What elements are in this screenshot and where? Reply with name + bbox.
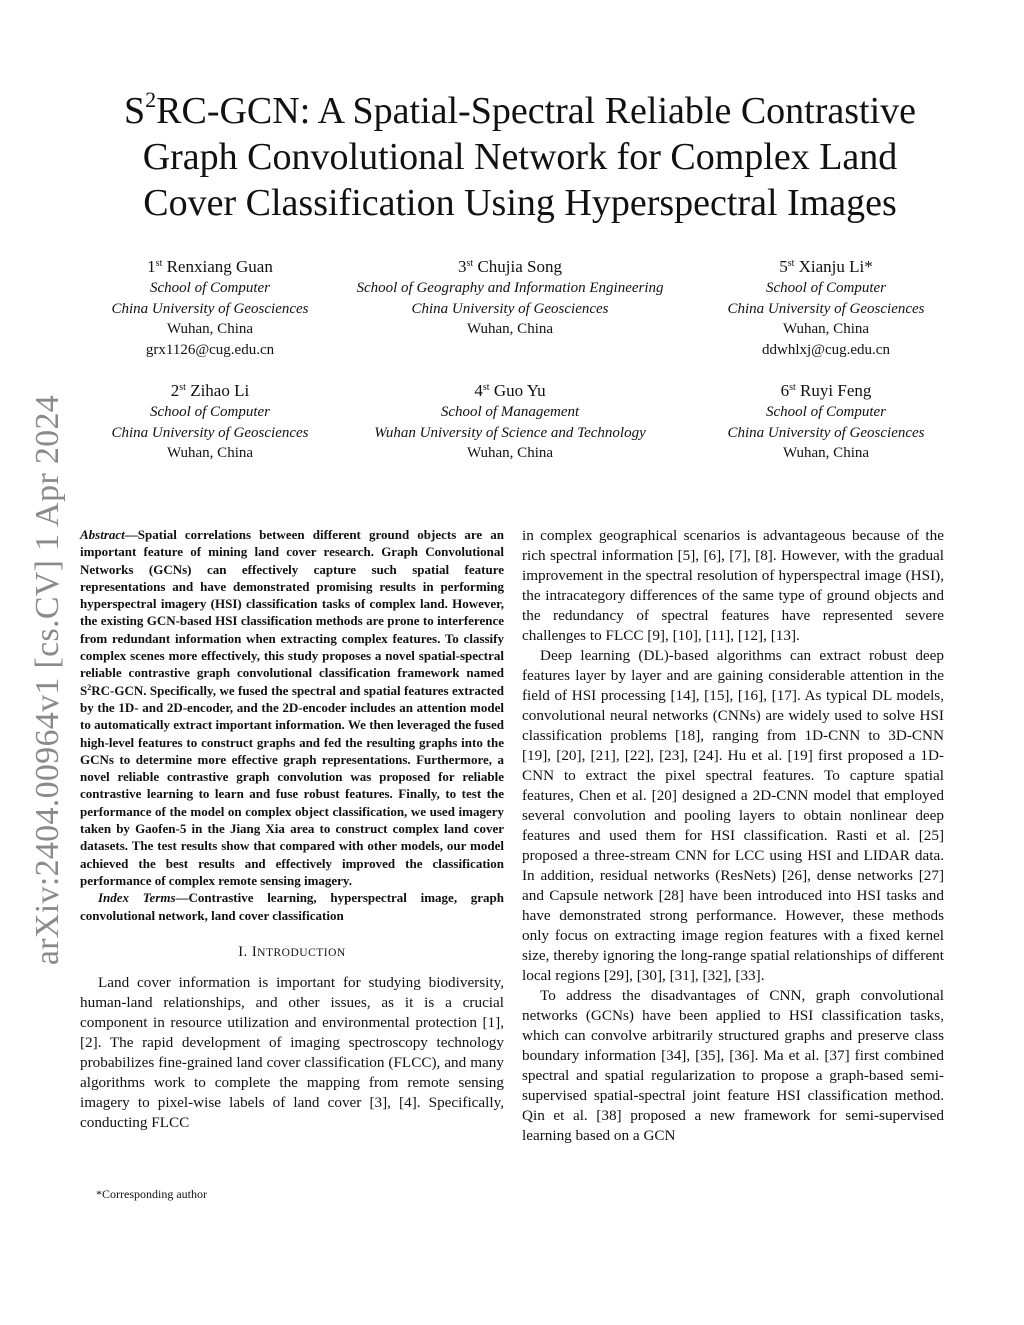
author-department: School of Computer	[766, 404, 886, 420]
title-superscript: 2	[145, 87, 157, 112]
author-name: 6st Ruyi Feng	[780, 381, 872, 400]
author-department: School of Computer	[766, 280, 886, 296]
author-block	[696, 256, 956, 360]
title-line-2: Graph Convolutional Network for Complex Land	[142, 136, 898, 178]
author-row-2	[80, 380, 960, 480]
title-line-1	[80, 88, 960, 134]
author-name: 5st Xianju Li*	[779, 257, 873, 276]
abstract-text-part-1: —Spatial correlations between different ground objects are an important feature of mining land cover research. Graph Convolutional Networks (GCNs) can effectively capture such spatial feature representations and have demonstrated promising results in performing hyperspectral imagery (HSI) classification tasks of complex land. However, the existing GCN-based HSI classification methods are prone to interference from redundant information when extracting complex features. To classify complex scenes more effectively, this study proposes a novel spatial-spectral reliable contrastive graph convolutional classification framework named S	[80, 527, 504, 698]
author-block	[330, 380, 690, 464]
author-name: 2st Zihao Li	[170, 381, 250, 400]
author-city: Wuhan, China	[782, 445, 870, 461]
author-name: 1st Renxiang Guan	[147, 257, 273, 276]
author-city: Wuhan, China	[166, 445, 254, 461]
abstract-superscript: 2	[87, 682, 92, 692]
author-institution: China University of Geosciences	[727, 300, 925, 317]
abstract-text-part-2: RC-GCN. Specifically, we fused the spectral and spatial features extracted by the 1D- and 2D-encoder, and the 2D-encoder includes an attention model to automatically extract important information. We then leveraged the fused high-level features to construct graphs and fed the resulting graphs into the GCNs to determine more effective graph representations. Furthermore, a novel reliable contrastive graph convolution was proposed for reliable contrastive learning to learn and fuse robust features. Finally, to test the performance of the model on complex object classification, we used imagery taken by Gaofen-5 in the Jiang Xia area to construct complex land cover datasets. The test results show that compared with other models, our model achieved the best results and effectively improved the classification performance of complex remote sensing imagery.	[80, 682, 504, 888]
author-block	[80, 380, 340, 464]
section-heading-introduction	[80, 942, 504, 963]
abstract	[80, 526, 504, 889]
author-city: Wuhan, China	[466, 321, 554, 337]
abstract-lead: Abstract	[80, 527, 125, 542]
intro-paragraph: Land cover information is important for studying biodiversity, human-land relationships, and other issues, as it is a crucial component in resource utilization and environmental protection [1], [2]. The rapid development of imaging spectroscopy technology probabilizes fine-grained land cover classification (FLCC), and many algorithms work to complete the mapping from remote sensing imagery to pixel-wise labels of land cover [3], [4]. Specifically, conducting FLCC	[80, 973, 504, 1131]
author-institution: China University of Geosciences	[727, 424, 925, 441]
arxiv-identifier-text: arXiv:2404.00964v1 [cs.CV] 1 Apr 2024	[29, 394, 66, 966]
author-institution: Wuhan University of Science and Technology	[374, 424, 646, 441]
author-name: 3st Chujia Song	[458, 257, 562, 276]
body-paragraph: in complex geographical scenarios is advantageous because of the rich spectral information [5], [6], [7], [8]. However, with the gradual improvement in the spectral resolution of hyperspectral image (HSI), the intracategory differences of the same type of ground objects and the redundancy of spectral features have represented severe challenges to FLCC [9], [10], [11], [12], [13].	[522, 527, 944, 644]
index-terms-lead: Index Terms	[98, 890, 176, 906]
author-row-1	[80, 256, 960, 356]
author-city: Wuhan, China	[466, 445, 554, 461]
author-department: School of Geography and Information Engineering	[356, 280, 664, 296]
footnote-corresponding-author: *Corresponding author	[96, 1187, 207, 1201]
author-block	[80, 256, 340, 360]
section-numeral: I. I	[238, 943, 258, 960]
left-column	[80, 526, 504, 1133]
arxiv-identifier-stamp	[18, 380, 78, 980]
author-department: School of Management	[440, 404, 580, 420]
author-department: School of Computer	[150, 280, 270, 296]
author-block	[696, 380, 956, 464]
body-paragraph: Deep learning (DL)-based algorithms can extract robust deep features layer by layer and are gaining considerable attention in the field of HSI processing [14], [15], [16], [17]. As typical DL models, convolutional neural networks (CNNs) are widely used to solve HSI classification problems [18], ranging from 1D-CNN to 3D-CNN [19], [20], [21], [22], [23], [24]. Hu et al. [19] first proposed a 1D-CNN to extract the pixel spectral features. To capture spatial features, Chen et al. [20] designed a 2D-CNN model that employed several convolution and pooling layers to obtain nonlinear deep features and used them for HSI classification. Rasti et al. [25] proposed a three-stream CNN for LCC using HSI and LIDAR data. In addition, residual networks (ResNets) [26], dense networks [27] and Capsule network [28] have been introduced into HSI tasks and have demonstrated strong performance. However, these methods only focus on extracting image region features with a fixed kernel size, thereby ignoring the long-range spatial relationships of different local regions [29], [30], [31], [32], [33].	[522, 647, 944, 984]
title-line-1-text: RC-GCN: A Spatial-Spectral Reliable Contrastive	[156, 90, 917, 132]
section-title-rest: NTRODUCTION	[257, 946, 346, 959]
author-city: Wuhan, China	[166, 321, 254, 337]
author-city: Wuhan, China	[782, 321, 870, 337]
index-terms-text: —Contrastive learning, hyperspectral image, graph convolutional network, land cover classification	[80, 890, 504, 923]
author-email: ddwhlxj@cug.edu.cn	[762, 341, 890, 358]
author-department: School of Computer	[150, 404, 270, 420]
body-paragraph: To address the disadvantages of CNN, graph convolutional networks (GCNs) have been applied to HSI classification tasks, which can convolve arbitrarily structured graphs and preserve class boundary information [34], [35], [36]. Ma et al. [37] first combined spectral and spatial regularization to propose a graph-based semi-supervised spatial-spectral joint feature HSI classification method. Qin et al. [38] proposed a new framework for semi-supervised learning based on a GCN	[522, 987, 944, 1144]
index-terms	[80, 889, 504, 924]
author-institution: China University of Geosciences	[111, 300, 309, 317]
title-line-3: Cover Classification Using Hyperspectral Images	[143, 182, 897, 224]
paper-title	[80, 88, 960, 226]
right-column	[522, 526, 944, 1146]
author-institution: China University of Geosciences	[111, 424, 309, 441]
title-prefix: S	[123, 90, 146, 132]
author-institution: China University of Geosciences	[411, 300, 609, 317]
author-block	[330, 256, 690, 340]
author-name: 4st Guo Yu	[474, 381, 546, 400]
author-email: grx1126@cug.edu.cn	[145, 341, 275, 358]
